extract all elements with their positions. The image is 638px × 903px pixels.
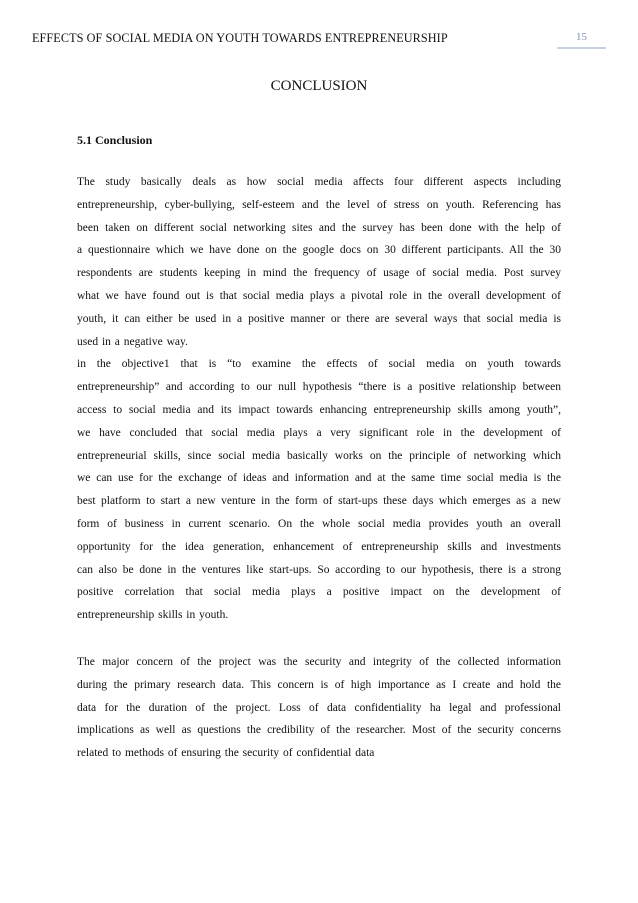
text-line: entrepreneurship” and according to our null hypothesis “there is a positive relationship between <box>77 381 561 394</box>
text-line: a questionnaire which we have done on the google docs on 30 different participants. All the 30 <box>77 244 561 257</box>
text-line: form of business in current scenario. On the whole social media provides youth an overall <box>77 517 561 530</box>
text-line: we can use for the exchange of ideas and information and at the same time social media is the <box>77 472 561 485</box>
text-line: respondents are students keeping in mind the frequency of usage of social media. Post survey <box>77 267 561 280</box>
text-line: data for the duration of the project. Loss of data confidentiality ha legal and professional <box>77 701 561 714</box>
text-line: The study basically deals as how social media affects four different aspects including <box>77 176 561 188</box>
text-line: in the objective1 that is “to examine the effects of social media on youth towards <box>77 358 561 371</box>
text-line: implications as well as questions the credibility of the researcher. Most of the security concerns <box>77 724 561 737</box>
page-title: CONCLUSION <box>270 78 368 94</box>
text-line: access to social media and its impact towards enhancing entrepreneurship skills among youth”, <box>77 403 561 416</box>
text-line: The major concern of the project was the security and integrity of the collected information <box>77 655 561 668</box>
text-line: opportunity for the idea generation, enhancement of entrepreneurship skills and investments <box>77 540 561 553</box>
paragraph <box>77 171 561 627</box>
paragraph <box>77 651 561 765</box>
text-line: entrepreneurship, cyber-bullying, self-esteem and the level of stress on youth. Referencing has <box>77 198 561 211</box>
text-line: positive correlation that social media plays a positive impact on the development of <box>77 586 561 599</box>
page-number: 15 <box>557 27 606 49</box>
text-line: related to methods of ensuring the security of confidential data <box>77 747 375 760</box>
document-body <box>77 133 561 789</box>
text-line: can also be done in the ventures like start-ups. So according to our hypothesis, there is a strong <box>77 563 561 576</box>
text-line: what we have found out is that social media plays a pivotal role in the overall development of <box>77 289 561 302</box>
text-line: entrepreneurship skills in youth. <box>77 609 229 622</box>
text-line: best platform to start a new venture in the form of start-ups these days which emerges as a new <box>77 495 561 508</box>
text-line: during the primary research data. This concern is of high importance as I create and hold the <box>77 678 561 691</box>
running-title: EFFECTS OF SOCIAL MEDIA ON YOUTH TOWARDS ENTREPRENEURSHIP <box>32 31 448 45</box>
text-line: been taken on different social networking sites and the survey has been done with the help of <box>77 221 561 234</box>
text-line: youth, it can either be used in a positive manner or there are several ways that social media is <box>77 312 561 325</box>
section-heading: 5.1 Conclusion <box>77 133 153 147</box>
page-header <box>0 0 638 60</box>
paragraphs <box>77 171 561 765</box>
text-line: we have concluded that social media plays a very significant role in the development of <box>77 426 561 439</box>
text-line: used in a negative way. <box>77 335 188 348</box>
text-line: entrepreneurial skills, since social media basically works on the principle of networking which <box>77 449 561 462</box>
